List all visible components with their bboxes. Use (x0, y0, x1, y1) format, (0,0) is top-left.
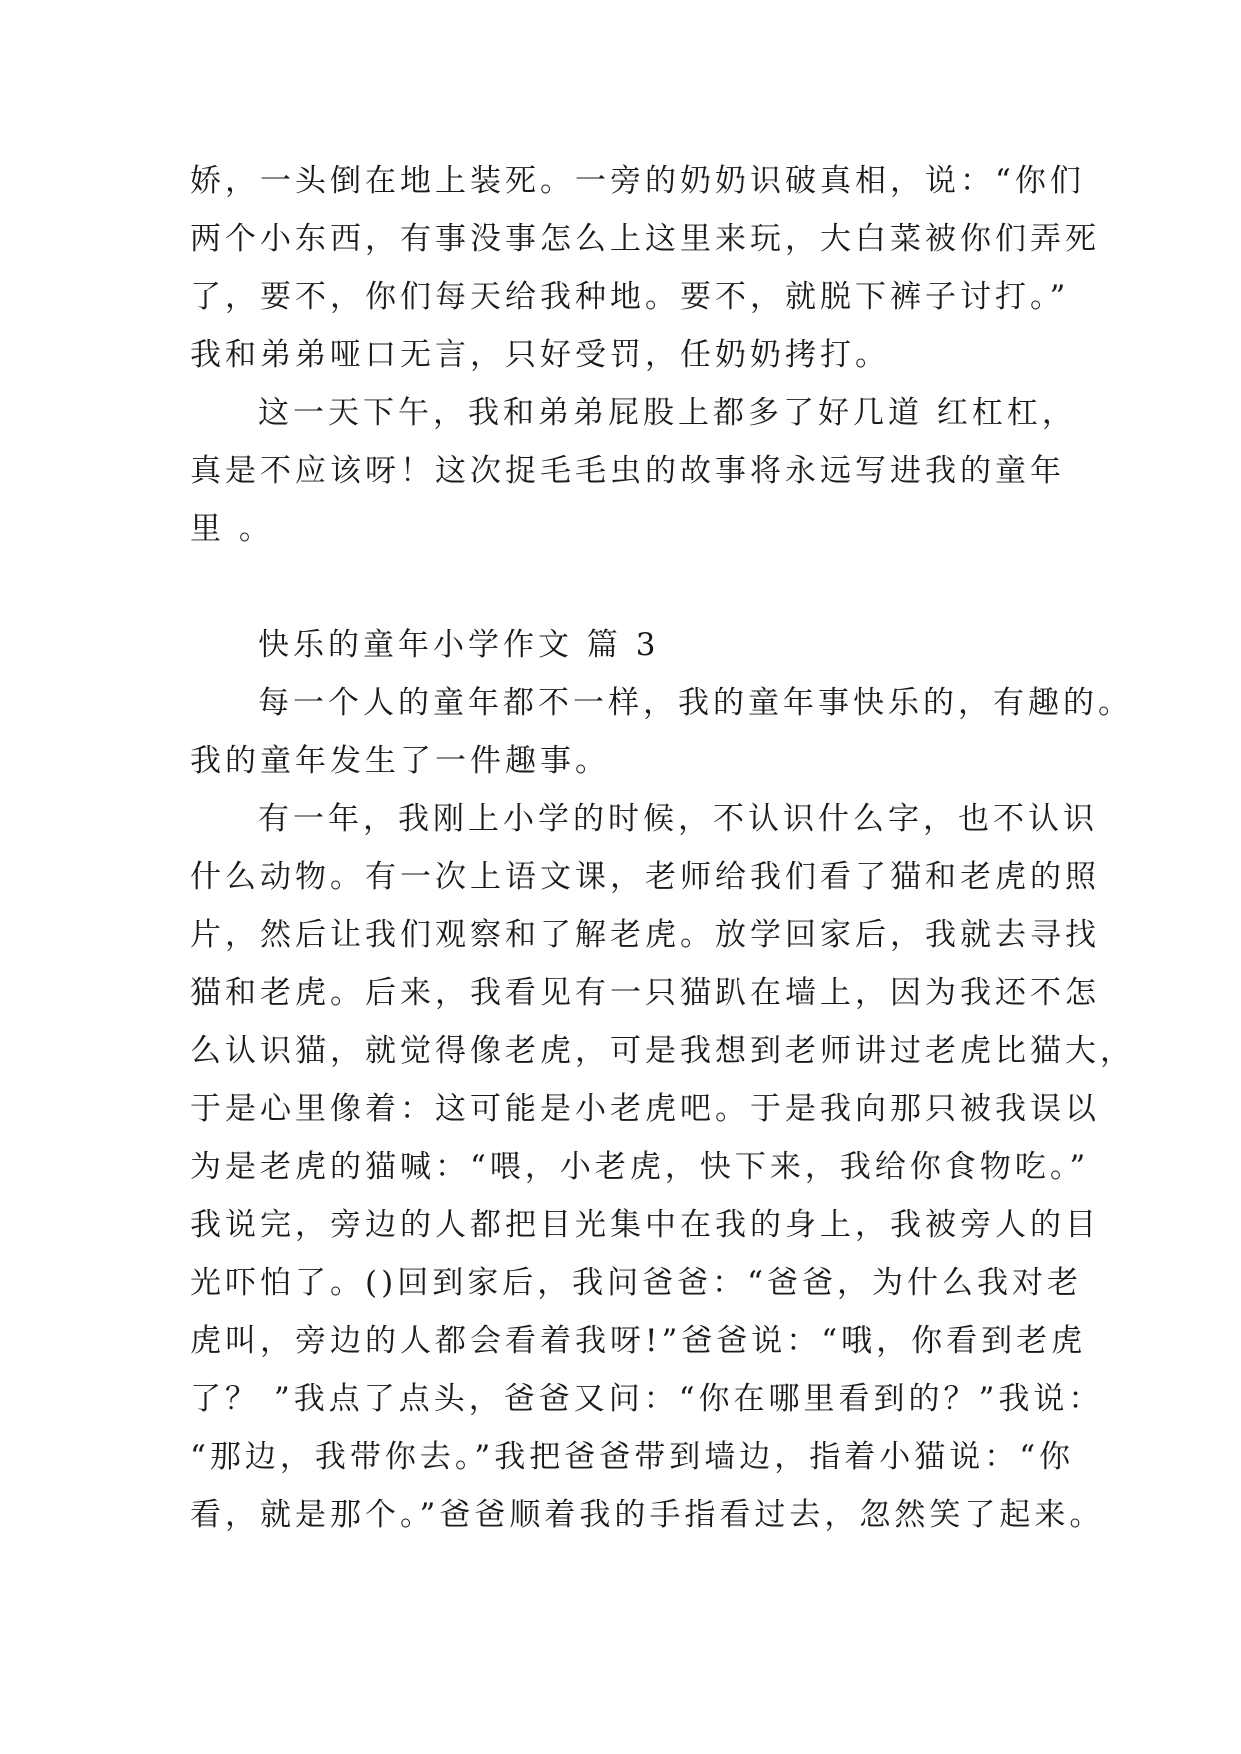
paragraph-3 (190, 674, 1133, 790)
paragraph-4 (190, 790, 1135, 1544)
text-line: “那边，我带你去。”我把爸爸带到墙边，指着小猫说：“你 (190, 1439, 1075, 1475)
text-line: 了，要不，你们每天给我种地。要不，就脱下裤子讨打。” (190, 279, 1070, 315)
text-line: 有一年，我刚上小学的时候，不认识什么字，也不认识 (258, 801, 1098, 837)
text-line: 我说完，旁边的人都把目光集中在我的身上，我被旁人的目 (190, 1207, 1100, 1243)
text-line: 里 。 (190, 511, 274, 547)
paragraph-1 (190, 152, 1100, 384)
section-heading (190, 616, 1090, 674)
text-line: 么认识猫，就觉得像老虎，可是我想到老师讲过老虎比猫大， (190, 1033, 1135, 1069)
text-line: 我和弟弟哑口无言，只好受罚，任奶奶拷打。 (190, 337, 890, 373)
text-line: 这一天下午，我和弟弟屁股上都多了好几道 红杠杠， (258, 395, 1077, 431)
text-line: 于是心里像着：这可能是小老虎吧。于是我向那只被我误以 (190, 1091, 1100, 1127)
text-line: 猫和老虎。后来，我看见有一只猫趴在墙上，因为我还不怎 (190, 975, 1100, 1011)
text-line: 娇，一头倒在地上装死。一旁的奶奶识破真相，说：“你们 (190, 163, 1085, 199)
text-line: 两个小东西，有事没事怎么上这里来玩，大白菜被你们弄死 (190, 221, 1100, 257)
document-body (190, 152, 1135, 1544)
text-line: 真是不应该呀！这次捉毛毛虫的故事将永远写进我的童年 (190, 453, 1065, 489)
text-line: 虎叫，旁边的人都会看着我呀!”爸爸说：“哦，你看到老虎 (190, 1323, 1087, 1359)
text-line: 看，就是那个。”爸爸顺着我的手指看过去，忽然笑了起来。 (190, 1497, 1105, 1533)
text-line: 什么动物。有一次上语文课，老师给我们看了猫和老虎的照 (190, 859, 1100, 895)
text-line: 片，然后让我们观察和了解老虎。放学回家后，我就去寻找 (190, 917, 1100, 953)
text-line: 每一个人的童年都不一样，我的童年事快乐的，有趣的。 (258, 685, 1133, 721)
paragraph-2 (190, 384, 1090, 558)
text-line: 了？ ”我点了点头，爸爸又问：“你在哪里看到的？”我说： (190, 1381, 1104, 1417)
heading-text: 快乐的童年小学作文 篇 3 (258, 627, 660, 663)
text-line: 光吓怕了。()回到家后，我问爸爸：“爸爸，为什么我对老 (190, 1265, 1083, 1301)
text-line: 为是老虎的猫喊：“喂，小老虎，快下来，我给你食物吃。” (190, 1149, 1090, 1185)
spacer (190, 558, 1090, 616)
text-line: 我的童年发生了一件趣事。 (190, 743, 610, 779)
